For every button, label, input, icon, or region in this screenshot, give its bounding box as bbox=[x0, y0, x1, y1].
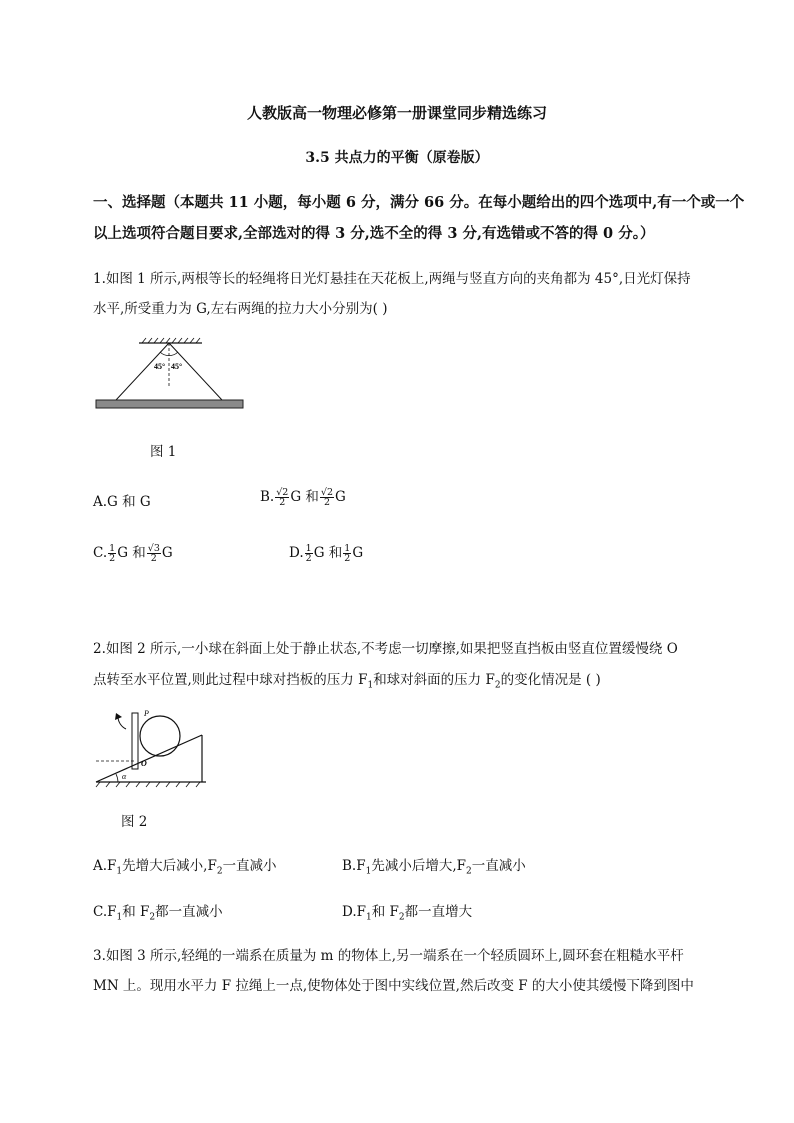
q2-label-alpha: α bbox=[122, 772, 127, 781]
q1-angle-left-label: 45° bbox=[154, 362, 166, 371]
q2-option-d: $D.F_1$和 $F_2$都一直增大 bbox=[342, 904, 473, 923]
q1-option-d: D. $\frac{1}{2}$ G 和 $\frac{1}{2}$ G bbox=[289, 543, 364, 564]
q2-option-c: $C.F_1$和 $F_2$都一直减小 bbox=[93, 904, 223, 923]
fraction-1-over-2: $\frac{1}{2}$ bbox=[344, 543, 351, 564]
fraction-1-over-2: $\frac{1}{2}$ bbox=[305, 543, 312, 564]
fraction-1-over-2: $\frac{1}{2}$ bbox=[109, 543, 116, 564]
figure-1-diagram bbox=[92, 335, 252, 413]
fraction-sqrt2-over-2: $\frac{√2}{2}$ bbox=[276, 487, 289, 508]
q1-text-line1: 1.如图 1 所示,两根等长的轻绳将日光灯悬挂在天花板上,两绳与竖直方向的夹角都为 45°,日光灯保持 bbox=[93, 271, 691, 287]
q2-option-b: $B.F_1$先减小后增大$,F_2$一直减小 bbox=[342, 858, 526, 877]
q2-text-line2: 点转至水平位置,则此过程中球对挡板的压力 $F_1$和球对斜面的压力 $F_2$的变化情况是 ( ) bbox=[93, 672, 601, 691]
q2-label-p: P bbox=[144, 709, 149, 718]
q2-text-line1: 2.如图 2 所示,一小球在斜面上处于静止状态,不考虑一切摩擦,如果把竖直挡板由竖直位置缓慢绕 O bbox=[93, 641, 678, 657]
q3-text-line1: 3.如图 3 所示,轻绳的一端系在质量为 m 的物体上,另一端系在一个轻质圆环上,圆环套在粗糙水平杆 bbox=[93, 948, 684, 964]
figure-2-diagram bbox=[92, 703, 212, 789]
page-title: 人教版高一物理必修第一册课堂同步精选练习 bbox=[246, 104, 547, 122]
q1-option-a: A.G 和 G bbox=[93, 494, 151, 510]
figure-1-caption: 图 1 bbox=[150, 444, 177, 460]
figure-2-caption: 图 2 bbox=[121, 814, 148, 830]
q3-text-line2: MN 上。现用水平力 F 拉绳上一点,使物体处于图中实线位置,然后改变 F 的大小使其缓慢下降到图中 bbox=[93, 978, 694, 994]
q1-option-c: C. $\frac{1}{2}$ G 和 $\frac{√3}{2}$ G bbox=[93, 543, 173, 564]
section-heading-line1: 一、选择题（本题共 11 小题，每小题 6 分，满分 66 分。在每小题给出的四个选项中,有一个或一个 bbox=[93, 194, 745, 211]
fraction-sqrt3-over-2: $\frac{√3}{2}$ bbox=[147, 543, 160, 564]
page-subtitle: 3.5 共点力的平衡（原卷版） bbox=[305, 150, 489, 166]
q1-text-line2: 水平,所受重力为 G,左右两绳的拉力大小分别为( ) bbox=[93, 301, 388, 317]
fraction-sqrt2-over-2: $\frac{√2}{2}$ bbox=[320, 487, 334, 508]
section-heading-line2: 以上选项符合题目要求,全部选对的得 3 分,选不全的得 3 分,有选错或不答的得 0 分。） bbox=[93, 225, 655, 242]
q1-angle-right-label: 45° bbox=[171, 362, 183, 371]
q2-option-a: $A.F_1$先增大后减小$,F_2$一直减小 bbox=[93, 858, 277, 877]
q2-label-o: O bbox=[141, 759, 147, 768]
q1-option-b: B. $\frac{√2}{2}$ G 和 $\frac{√2}{2}$ G bbox=[260, 487, 346, 508]
